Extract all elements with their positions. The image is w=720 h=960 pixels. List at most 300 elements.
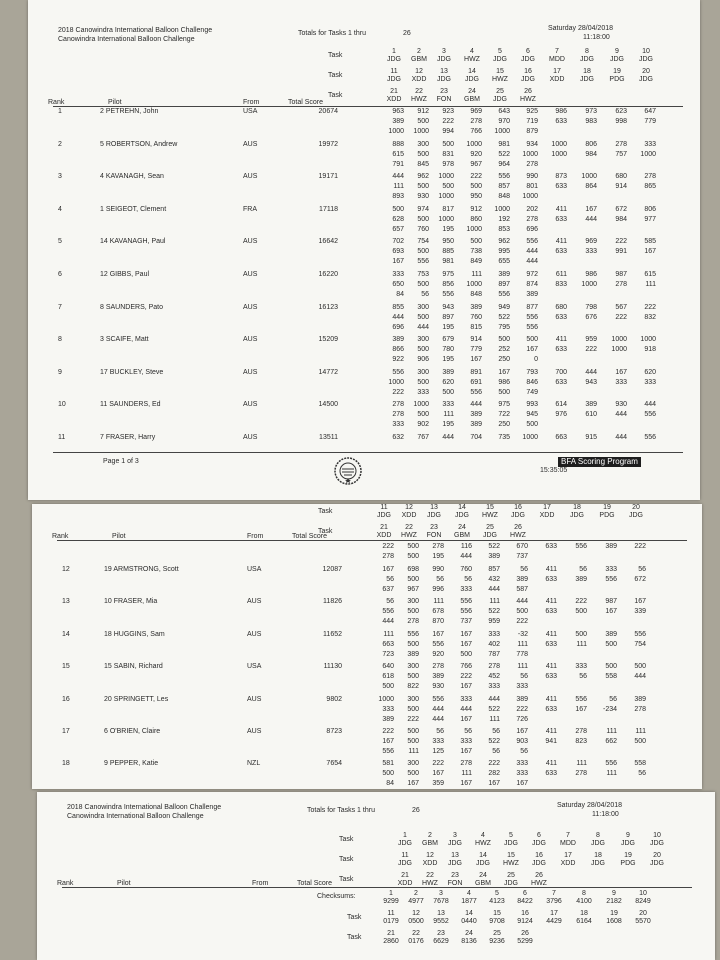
task-number: 10 [653,832,661,839]
task-score: 558 [605,673,617,681]
task-score: 1000 [466,140,482,148]
pilot-country: AUS [247,630,262,638]
task-score: 757 [615,150,627,158]
task-score: 737 [460,618,472,626]
task-score: 444 [644,401,656,409]
task-score: 749 [526,388,538,396]
checksum-task-number: 9 [612,890,616,897]
task-score: 389 [407,650,419,658]
checksum-value: 6629 [433,938,449,945]
task-score: 195 [442,421,454,429]
pilot-total-score: 15209 [318,336,338,344]
task-score: 167 [615,368,627,376]
task-score: 500 [407,770,419,778]
task-score: 500 [407,705,419,713]
task-number: 6 [526,48,530,55]
task-score: 56 [421,291,429,298]
task-number: 23 [430,524,438,531]
pilot-rank: 10 [58,401,66,409]
task-score: 994 [442,128,454,135]
rank-header: Rank [48,99,65,106]
task-type: JDG [387,56,401,63]
task-score: 848 [498,193,510,201]
pilot-rank: 4 [58,205,62,213]
task-number: 19 [624,852,632,859]
pilot-total-score: 20674 [318,108,338,115]
task-score: 222 [407,715,419,723]
task-score: 556 [526,238,538,246]
task-score: 192 [498,215,510,223]
task-score: 278 [575,770,587,778]
task-score: 389 [605,630,617,638]
task-score: 195 [442,225,454,233]
task-score: 1000 [413,128,429,135]
task-score: 56 [520,673,528,681]
task-score: 500 [605,640,617,648]
task-number: 5 [509,832,513,839]
task-number: 9 [626,832,630,839]
pilot-rank: 5 [58,238,62,246]
task-score: 1000 [438,193,454,201]
task-score: 920 [470,150,482,158]
task-score: 167 [585,205,597,213]
task-score: 500 [407,543,419,550]
task-score: 333 [585,248,597,256]
task-type: XDD [539,512,555,519]
checksum-task-number: 19 [610,910,618,917]
pilot-total-score: 19972 [318,140,338,148]
task-score: 444 [432,705,444,713]
pilot-country: USA [243,108,258,115]
checksum-task-number: 12 [412,910,420,917]
pilot-rank: 18 [62,760,70,768]
task-score: 657 [392,225,404,233]
task-score: 853 [498,225,510,233]
task-score: 874 [526,281,538,288]
task-type: HWZ [503,860,519,867]
task-number: 26 [524,88,532,95]
task-score: 167 [432,770,444,778]
pilot-country: FRA [243,205,257,213]
pilot-rank: 8 [58,336,62,344]
task-score: 615 [392,150,404,158]
task-score: 389 [488,553,500,560]
task-score: 1000 [581,173,597,181]
task-score: 670 [516,543,528,550]
task-score: 500 [498,388,510,396]
task-score: 167 [460,715,472,723]
checksum-task-number: 10 [639,890,647,897]
task-score: 556 [382,608,394,616]
task-score: 779 [470,346,482,354]
task-score: 333 [516,683,528,691]
task-score: 250 [498,356,510,364]
task-score: 922 [392,356,404,364]
task-score: 333 [516,770,528,778]
task-score: 333 [392,421,404,429]
task-score: 987 [605,598,617,606]
task-score: 389 [575,576,587,583]
task-type: JDG [650,860,664,867]
task-number: 15 [507,852,515,859]
pilot-country: AUS [243,173,258,181]
task-score: 950 [442,238,454,246]
checksum-value: 2182 [606,898,622,905]
checksum-value: 8136 [461,938,477,945]
task-score: 698 [407,566,419,573]
task-score: 974 [417,205,429,213]
task-score: 778 [516,650,528,658]
task-number: 19 [613,68,621,75]
task-number: 14 [458,504,466,511]
task-type: JDG [448,860,462,867]
task-number: 23 [451,872,459,879]
task-number: 18 [594,852,602,859]
task-label: Task [328,52,343,59]
task-score: 222 [382,728,394,735]
scoring-program-label: BFA Scoring Program [558,457,641,467]
task-score: 111 [517,640,528,648]
checksum-task-number: 25 [493,930,501,937]
task-number: 18 [573,504,581,511]
task-type: JDG [532,840,546,847]
task-score: 111 [606,770,617,778]
task-number: 15 [486,504,494,511]
pilot-rank: 14 [62,630,70,638]
pilot-name: 6 O'BRIEN, Claire [104,728,161,735]
task-score: 444 [442,434,454,441]
task-score: 411 [555,238,567,246]
task-score: 676 [585,313,597,321]
task-label: Task [339,876,354,883]
task-score: 726 [516,715,528,723]
task-score: 359 [432,780,444,788]
task-score: 444 [470,401,482,409]
task-type: FON [436,96,452,103]
task-score: 856 [442,281,454,288]
event-title: 2018 Canowindra International Balloon Challenge [58,27,213,34]
task-number: 21 [390,88,398,95]
pilot-total-score: 13511 [319,434,338,441]
task-score: 167 [460,640,472,648]
task-score: 897 [498,281,510,288]
task-score: 930 [432,683,444,691]
task-score: 945 [526,411,538,419]
task-score: 411 [545,566,557,573]
task-score: 202 [526,205,538,213]
task-score: 333 [615,378,627,386]
pilot-name: 5 ROBERTSON, Andrew [100,140,178,148]
score-header: Total Score [288,99,324,106]
checksum-task-number: 14 [465,910,473,917]
task-number: 25 [486,524,494,531]
task-score: 300 [407,695,419,703]
task-score: 500 [407,553,419,560]
task-score: 167 [516,728,528,735]
task-score: 500 [634,663,646,671]
pilot-total-score: 16123 [318,303,338,311]
task-score: 333 [382,705,394,713]
task-score: 959 [488,618,500,626]
checksum-value: 0440 [461,918,477,925]
pilot-country: AUS [243,368,258,376]
task-score: 849 [470,258,482,266]
task-type: JDG [610,56,624,63]
task-score: 885 [442,248,454,256]
task-score: 278 [634,705,646,713]
task-score: 500 [407,640,419,648]
task-number: 3 [442,48,446,55]
checksum-value: 1877 [461,898,477,905]
task-score: 333 [460,586,472,593]
totals-value: 26 [403,30,411,37]
task-score: 522 [488,705,500,713]
task-score: 943 [442,303,454,311]
task-number: 1 [392,48,396,55]
checksum-task-number: 21 [387,930,395,937]
task-score: 986 [555,108,567,115]
results-page-2 [32,504,702,789]
task-type: JDG [377,512,391,519]
task-number: 26 [535,872,543,879]
pilot-name: 17 BUCKLEY, Steve [100,368,164,376]
task-score: 918 [644,346,656,354]
task-score: 444 [526,248,538,256]
task-score: 873 [555,173,567,181]
task-score: 633 [545,608,557,616]
task-score: 556 [442,291,454,298]
task-score: 522 [488,608,500,616]
task-number: 6 [537,832,541,839]
task-type: MDD [549,56,565,63]
task-score: 444 [432,715,444,723]
task-number: 17 [543,504,551,511]
task-score: -234 [602,705,617,713]
pilot-rank: 11 [58,434,66,441]
task-score: 700 [555,368,567,376]
task-score: 111 [471,271,482,278]
task-number: 14 [479,852,487,859]
task-score: 1000 [494,205,510,213]
task-score: 56 [638,770,646,778]
task-score: 1000 [438,215,454,223]
task-score: 444 [615,411,627,419]
task-score: 888 [392,140,404,148]
task-score: 950 [470,193,482,201]
task-score: 167 [470,356,482,364]
task-score: 1000 [466,281,482,288]
task-score: 806 [644,205,656,213]
task-score: 795 [498,323,510,331]
pilot-total-score: 11826 [323,598,342,606]
task-score: 444 [516,598,528,606]
task-score: 753 [417,271,429,278]
task-score: 111 [443,411,454,419]
task-number: 26 [514,524,522,531]
task-type: HWZ [482,512,498,519]
task-number: 11 [401,852,409,859]
task-score: 56 [464,576,472,583]
task-score: 633 [555,118,567,125]
task-score: 633 [555,346,567,354]
task-score: 633 [555,313,567,321]
page-number: Page 1 of 3 [103,458,139,465]
task-score: 56 [492,748,500,755]
rank-header: Rank [52,533,69,540]
task-score: 222 [432,760,444,768]
pilot-name: 10 FRASER, Mia [104,598,158,606]
task-score: 846 [526,378,538,386]
task-score: 300 [417,336,429,344]
task-score: 663 [382,640,394,648]
task-score: 902 [417,421,429,429]
task-score: 278 [644,173,656,181]
task-score: 806 [585,140,597,148]
event-subtitle: Canowindra International Balloon Challenge [67,813,204,820]
task-score: 167 [634,598,646,606]
task-number: 22 [405,524,413,531]
task-score: 696 [526,225,538,233]
task-score: 411 [545,728,557,735]
task-score: 633 [545,576,557,583]
task-number: 15 [496,68,504,75]
task-type: JDG [639,56,653,63]
task-score: 702 [392,238,404,246]
task-score: 679 [442,336,454,344]
pilot-total-score: 12087 [322,566,342,573]
task-score: 934 [526,140,538,148]
pilot-total-score: 16642 [318,238,338,246]
task-score: 615 [644,271,656,278]
task-score: 111 [408,748,419,755]
task-number: 24 [479,872,487,879]
task-score: 632 [392,434,404,441]
task-score: 943 [585,378,597,386]
task-score: 1000 [522,193,538,201]
rule-line [53,452,683,453]
pilot-name: 14 KAVANAGH, Paul [100,238,166,246]
task-score: 1000 [581,281,597,288]
checksum-value: 8422 [517,898,533,905]
task-type: XDD [401,512,417,519]
task-type: JDG [570,512,584,519]
task-score: 779 [644,118,656,125]
task-score: 633 [545,673,557,681]
task-score: 389 [382,715,394,723]
pilot-country: AUS [247,695,262,703]
task-score: 278 [432,543,444,550]
task-score: 167 [526,346,538,354]
task-score: 848 [470,291,482,298]
task-score: 111 [461,770,472,778]
task-score: 723 [382,650,394,658]
task-score: 56 [386,576,394,583]
task-score: 879 [526,128,538,135]
task-type: JDG [591,860,605,867]
task-score: 973 [585,108,597,115]
pilot-name: 20 SPRINGETT, Les [104,695,169,703]
task-score: 411 [545,598,557,606]
task-score: 633 [555,183,567,191]
task-score: 389 [442,368,454,376]
event-title: 2018 Canowindra International Balloon Challenge [67,804,222,811]
task-score: 333 [432,738,444,745]
task-score: 556 [470,388,482,396]
task-score: 897 [442,313,454,321]
checksum-value: 4100 [576,898,592,905]
task-score: 500 [417,248,429,256]
task-score: 522 [488,543,500,550]
task-number: 17 [564,852,572,859]
task-score: 389 [498,271,510,278]
task-score: 925 [526,108,538,115]
task-score: 798 [585,303,597,311]
task-score: 587 [516,586,528,593]
task-score: 522 [498,150,510,158]
task-score: 833 [555,281,567,288]
task-score: 1000 [611,336,627,344]
task-score: 167 [382,738,394,745]
task-score: 815 [470,323,482,331]
task-score: 855 [392,303,404,311]
pilot-country: AUS [243,271,258,278]
task-type: GBM [422,840,438,847]
task-score: 735 [498,434,510,441]
pilot-rank: 13 [62,598,70,606]
task-score: 522 [488,738,500,745]
task-type: JDG [448,840,462,847]
task-score: 930 [417,193,429,201]
task-score: 278 [432,663,444,671]
task-number: 11 [390,68,398,75]
task-score: 556 [644,434,656,441]
task-type: JDG [591,840,605,847]
task-score: 500 [382,683,394,691]
results-page-1 [28,0,700,500]
pilot-name: 12 GIBBS, Paul [100,271,150,278]
checksum-task-number: 17 [550,910,558,917]
task-score: 787 [488,650,500,658]
task-score: 556 [575,543,587,550]
task-type: JDG [398,840,412,847]
task-score: 56 [436,728,444,735]
checksum-value: 4977 [408,898,424,905]
task-label: Task [328,72,343,79]
task-number: 13 [451,852,459,859]
task-score: 766 [470,128,482,135]
task-score: 870 [432,618,444,626]
print-time: 15:35:05 [540,467,568,474]
task-score: 981 [442,258,454,266]
task-score: 556 [460,598,472,606]
task-type: JDG [621,840,635,847]
pilot-name: 1 SEIGEOT, Clement [100,205,167,213]
task-score: 500 [498,336,510,344]
task-score: 167 [432,630,444,638]
task-score: 333 [488,630,500,638]
pilot-rank: 6 [58,271,62,278]
checksum-value: 5299 [517,938,533,945]
checksum-task-number: 6 [523,890,527,897]
task-score: 0 [534,356,538,364]
pilot-total-score: 14500 [318,401,338,409]
task-score: 620 [644,368,656,376]
task-score: 500 [417,313,429,321]
task-type: GBM [464,96,480,103]
task-type: JDG [483,532,497,539]
pilot-rank: 15 [62,663,70,671]
task-score: 278 [575,728,587,735]
